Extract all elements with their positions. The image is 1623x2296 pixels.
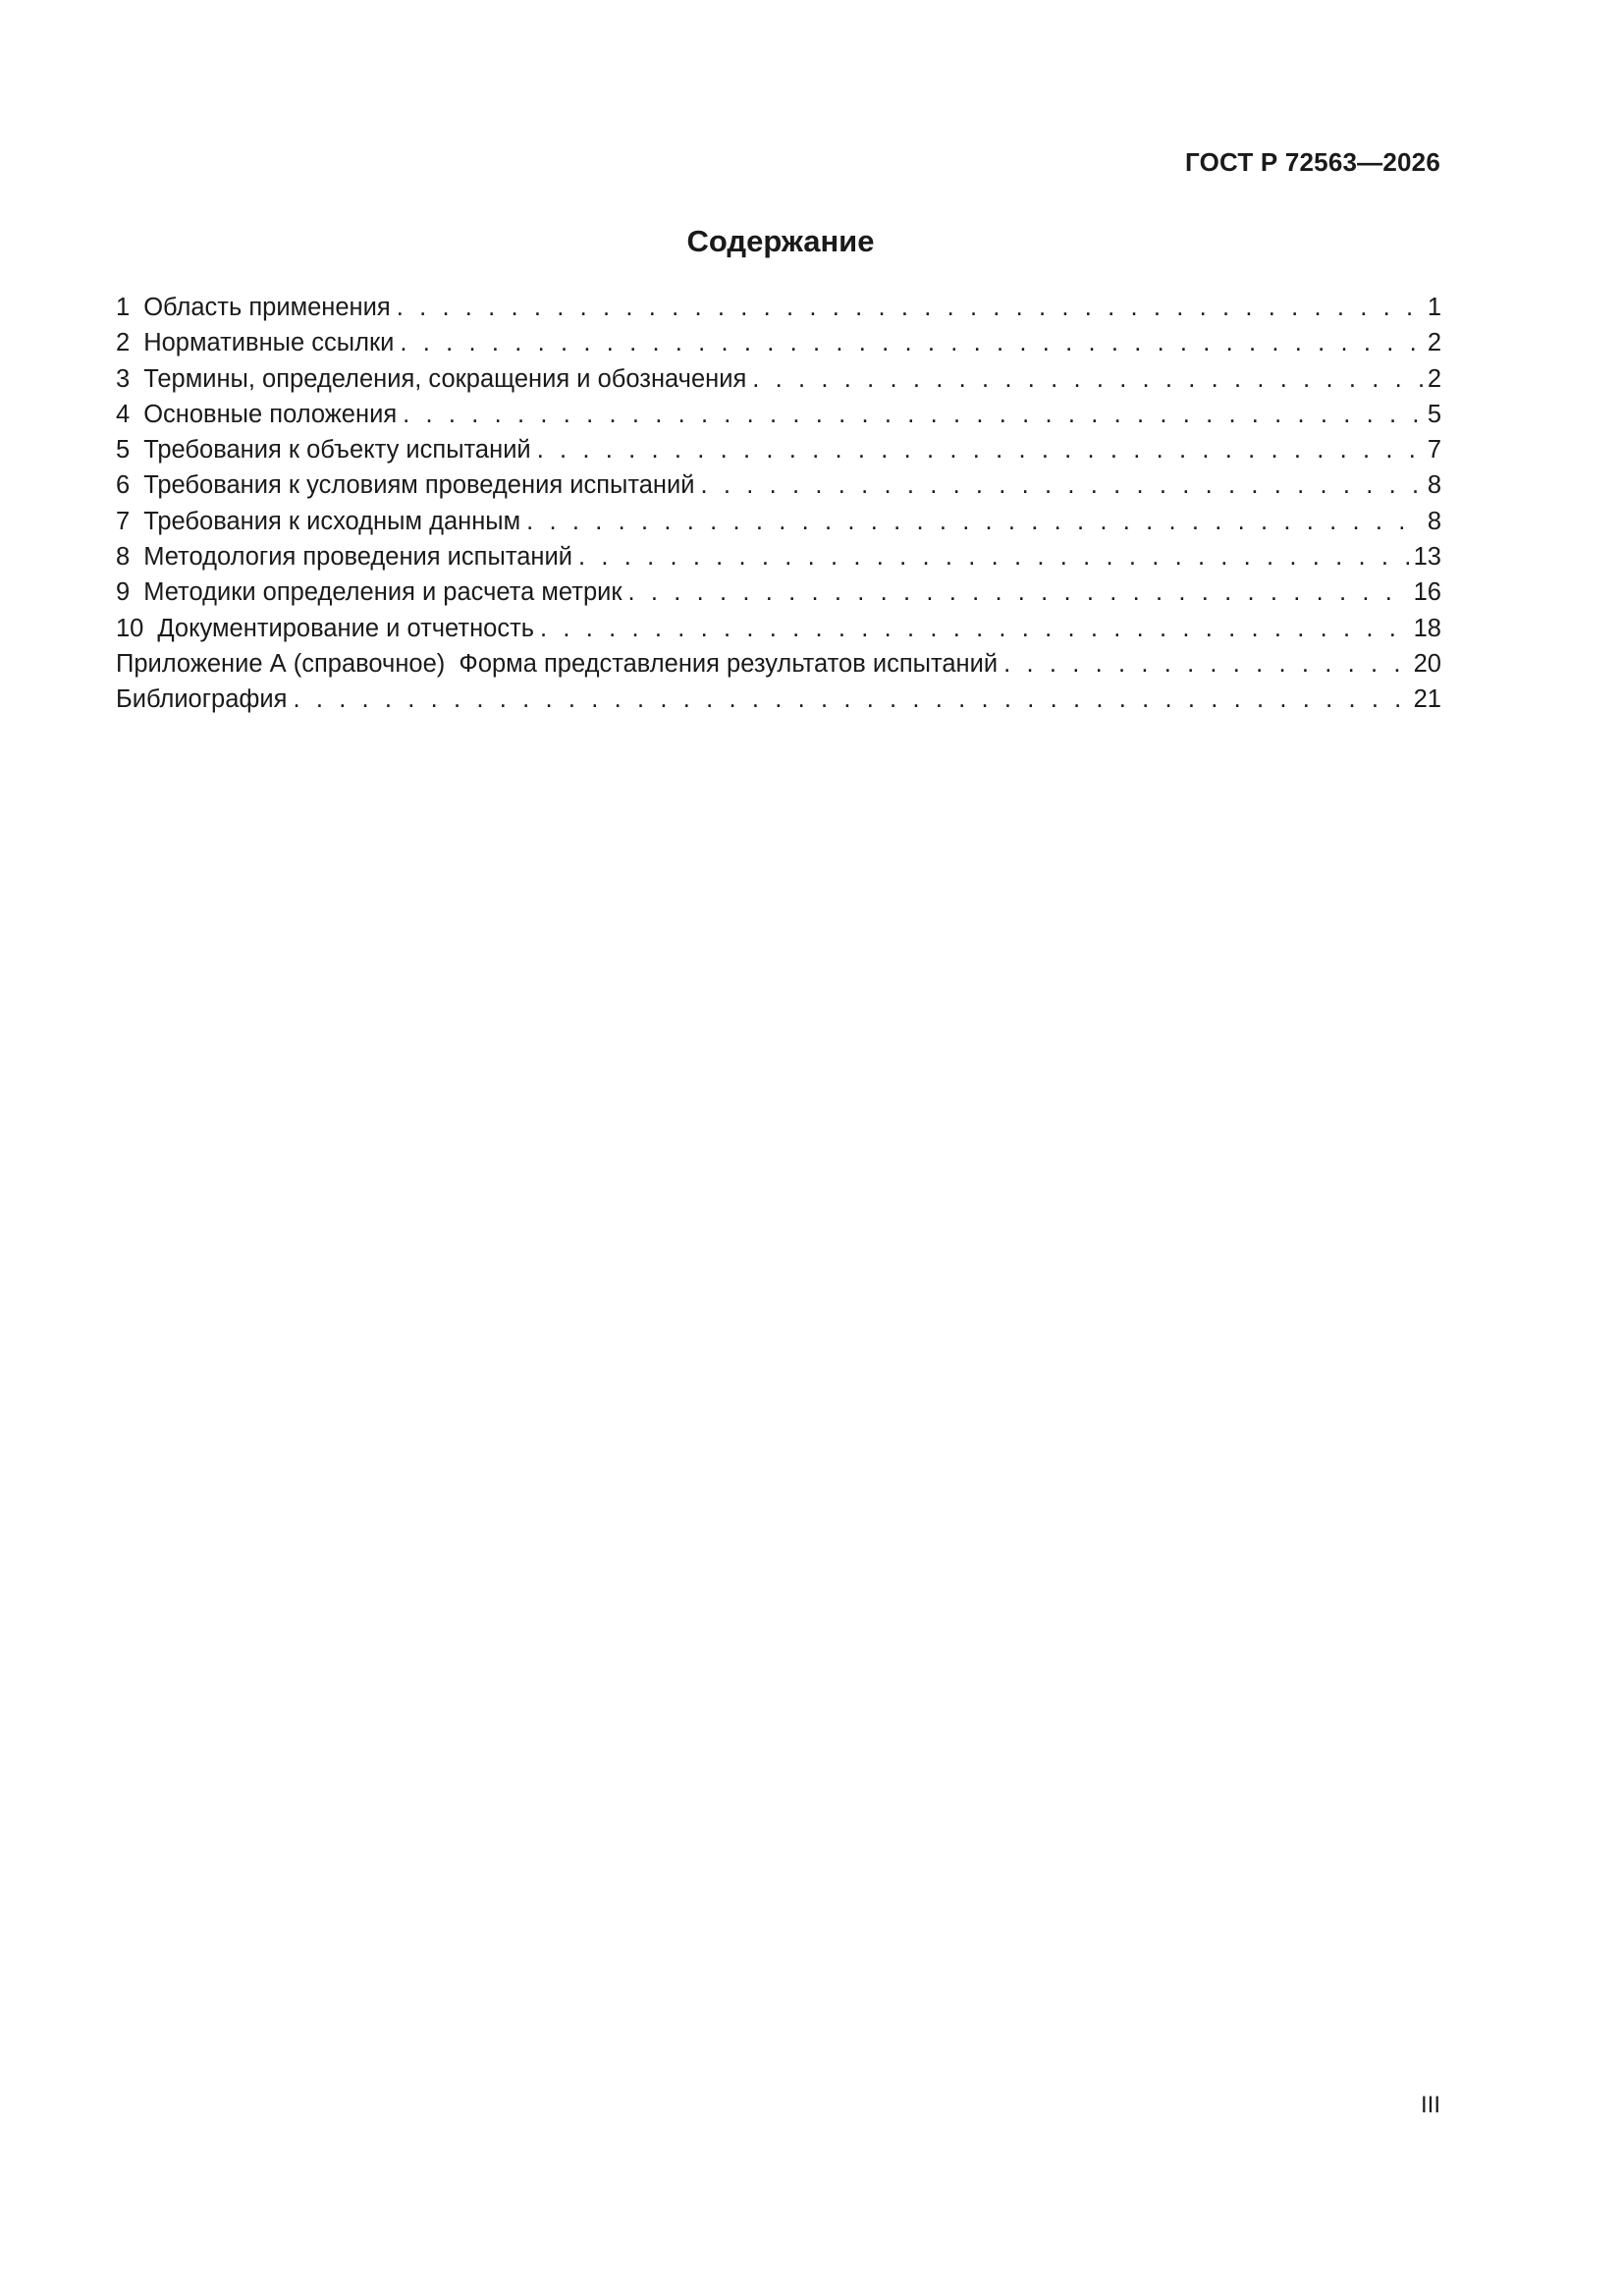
toc-entry[interactable]	[116, 290, 1441, 325]
toc-entry[interactable]	[116, 361, 1441, 397]
toc-entry[interactable]	[116, 467, 1441, 503]
toc-entry-page: 8	[1427, 507, 1441, 535]
toc-dot-leader	[578, 539, 1410, 574]
toc-dot-leader	[628, 574, 1410, 610]
toc-entry-number: 8	[116, 543, 131, 572]
toc-entry-page: 13	[1413, 543, 1441, 572]
toc-entry-title: Нормативные ссылки	[143, 329, 395, 357]
toc-entry-title: Методики определения и расчета метрик	[143, 578, 622, 607]
toc-dot-leader	[701, 467, 1424, 503]
toc-entry-number: 3	[116, 364, 131, 393]
toc-title: Содержание	[686, 224, 875, 258]
toc-entry-page: 8	[1427, 471, 1441, 500]
toc-entry-page: 18	[1413, 614, 1441, 642]
toc-entry-title: Библиография	[116, 685, 288, 714]
toc-dot-leader	[526, 504, 1424, 539]
page-number: III	[1420, 2092, 1440, 2118]
toc-dot-leader	[540, 611, 1410, 646]
document-code: ГОСТ Р 72563—2026	[1185, 147, 1440, 177]
toc-dot-leader	[293, 682, 1409, 717]
toc-entry-number: 6	[116, 471, 131, 500]
toc-entry-page: 1	[1427, 294, 1441, 321]
toc-entry-page: 5	[1427, 400, 1441, 428]
toc-entry[interactable]	[116, 574, 1441, 610]
toc-entry-page: 16	[1413, 578, 1441, 607]
toc-entry-number: 5	[116, 436, 131, 465]
toc-entry-title: Методология проведения испытаний	[143, 543, 572, 572]
toc-dot-leader	[400, 325, 1423, 360]
toc-entry-number: 10	[116, 614, 144, 642]
toc-entry-number: 1	[116, 294, 131, 321]
toc-dot-leader	[403, 397, 1424, 432]
toc-entry-page: 7	[1427, 436, 1441, 465]
toc-entry-title: Приложение А (справочное) Форма представления результатов испытаний	[116, 649, 999, 678]
toc-entry-title: Основные положения	[143, 400, 398, 428]
toc-entry[interactable]	[116, 397, 1441, 432]
toc-entry-number: 9	[116, 578, 131, 607]
toc-entry-title: Требования к исходным данным	[143, 507, 521, 535]
toc-dot-leader	[752, 361, 1424, 397]
toc-dot-leader	[397, 290, 1424, 325]
toc-entry-title: Документирование и отчетность	[157, 614, 535, 642]
toc-entry-page: 20	[1413, 649, 1441, 678]
toc-dot-leader	[537, 432, 1424, 467]
toc-entry-appendix[interactable]	[116, 646, 1441, 682]
toc-entry-bibliography[interactable]	[116, 682, 1441, 717]
toc-entry-title: Требования к условиям проведения испытаний	[143, 471, 695, 500]
toc-entry-number: 7	[116, 507, 131, 535]
toc-entry[interactable]	[116, 611, 1441, 646]
table-of-contents	[116, 290, 1441, 718]
toc-dot-leader	[1003, 646, 1410, 682]
toc-entry[interactable]	[116, 432, 1441, 467]
toc-entry-page: 21	[1413, 685, 1441, 714]
toc-entry-title: Термины, определения, сокращения и обозначения	[143, 364, 747, 393]
toc-entry-title: Область применения	[143, 294, 391, 321]
toc-entry-page: 2	[1427, 364, 1441, 393]
toc-entry[interactable]	[116, 325, 1441, 360]
toc-entry[interactable]	[116, 539, 1441, 574]
toc-entry-number: 2	[116, 329, 131, 357]
toc-entry-title: Требования к объекту испытаний	[143, 436, 531, 465]
toc-entry-page: 2	[1427, 329, 1441, 357]
toc-entry-number: 4	[116, 400, 131, 428]
toc-entry[interactable]	[116, 504, 1441, 539]
